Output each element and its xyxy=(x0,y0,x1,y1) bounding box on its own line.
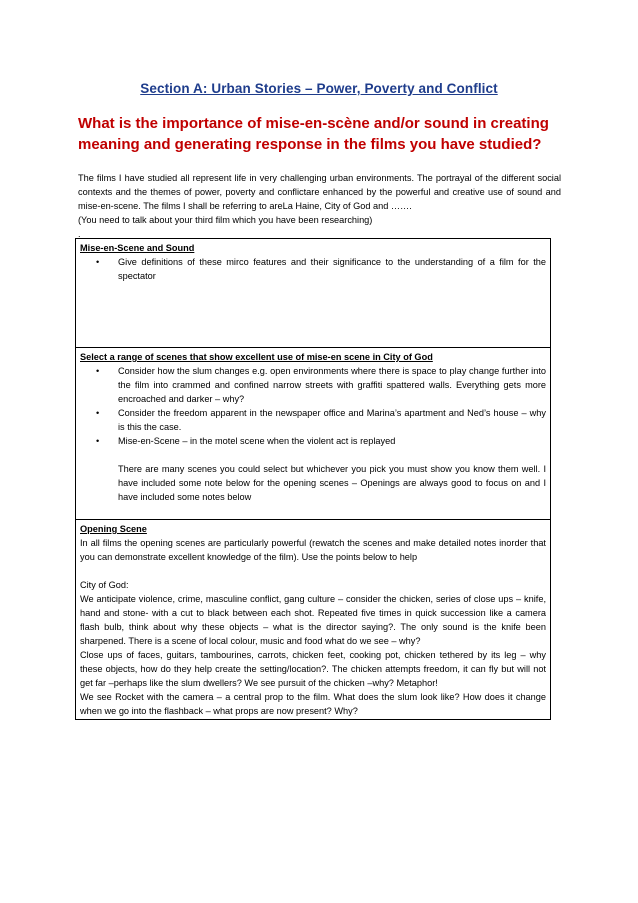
list-item-text: Consider how the slum changes e.g. open environments where there is space to play change further into the film into crammed and confined narrow streets with graffiti spattered walls. Everything gets more encroached and darker – why? xyxy=(118,366,546,404)
bullet-list xyxy=(80,255,546,283)
bullet-list xyxy=(80,364,546,448)
essay-question: What is the importance of mise-en-scène and/or sound in creating meaning and generating response in the films you have studied? xyxy=(78,115,549,153)
opening-paragraph: In all films the opening scenes are particularly powerful (rewatch the scenes and make detailed notes inorder that you can demonstrate excellent knowledge of the film). Use the points below to help xyxy=(80,538,546,562)
scenes-note: There are many scenes you could select but whichever you pick you must show you know them well. I have included some note below for the opening scenes – Openings are always good to focus on and I have included some notes below xyxy=(118,464,546,502)
cell-heading: Select a range of scenes that show excellent use of mise-en scene in City of God xyxy=(80,352,433,362)
analysis-paragraph: We anticipate violence, crime, masculine conflict, gang culture – consider the chicken, series of close ups – knife, hand and stone- with a cut to black between each shot. Repeated five times in quick succession like a camera flash bulb, think about why these objects – what is the director saying?. The only sound is the knife been sharpened. There is a scene of local colour, music and food what do we see – why? xyxy=(80,594,546,646)
bullet-icon: • xyxy=(96,257,100,267)
cell-heading: Mise-en-Scene and Sound xyxy=(80,243,195,253)
analysis-paragraph: Close ups of faces, guitars, tambourines, carrots, chicken feet, cooking pot, chicken tethered by its leg – why these objects, how do they help create the setting/location?. The chicken attempts freedom, it can fly but will not get far –perhaps like the slum dwellers? We see pursuit of the chicken –why? Metaphor! xyxy=(80,650,546,688)
table-cell-scenes xyxy=(76,347,550,519)
table-cell-opening-scene xyxy=(76,519,550,719)
film-subheading: City of God: xyxy=(80,580,129,590)
cell-heading: Opening Scene xyxy=(80,524,147,534)
bullet-icon: • xyxy=(96,366,100,376)
page-title: Section A: Urban Stories – Power, Poverty and Conflict xyxy=(140,81,498,96)
list-item xyxy=(80,364,546,406)
list-item-text: Consider the freedom apparent in the newspaper office and Marina’s apartment and Ned’s house – why is this the case. xyxy=(118,408,546,432)
list-item-text: Mise-en-Scene – in the motel scene when the violent act is replayed xyxy=(118,436,396,446)
list-item-text: Give definitions of these mirco features and their significance to the understanding of a film for the spectator xyxy=(118,257,546,281)
list-item xyxy=(80,255,546,283)
list-item xyxy=(80,434,546,448)
bullet-icon: • xyxy=(96,408,100,418)
intro-note: (You need to talk about your third film which you have been researching) xyxy=(78,215,373,225)
analysis-paragraph: We see Rocket with the camera – a central prop to the film. What does the slum look like? How does it change when we go into the flashback – what props are now present? Why? xyxy=(80,692,546,716)
intro-dot: . xyxy=(78,229,81,239)
notes-table xyxy=(75,238,551,720)
spacer xyxy=(80,564,546,578)
table-cell-mise-en-scene xyxy=(76,239,550,347)
intro-paragraph: The films I have studied all represent life in very challenging urban environments. The portrayal of the different social contexts and the themes of power, poverty and conflictare enhanced by the powerful and creative use of sound and mise-en-scene. The films I shall be referring to areLa Haine, City of God and ……. xyxy=(78,173,561,211)
list-item xyxy=(80,406,546,434)
intro-section xyxy=(78,171,561,241)
bullet-icon: • xyxy=(96,436,100,446)
